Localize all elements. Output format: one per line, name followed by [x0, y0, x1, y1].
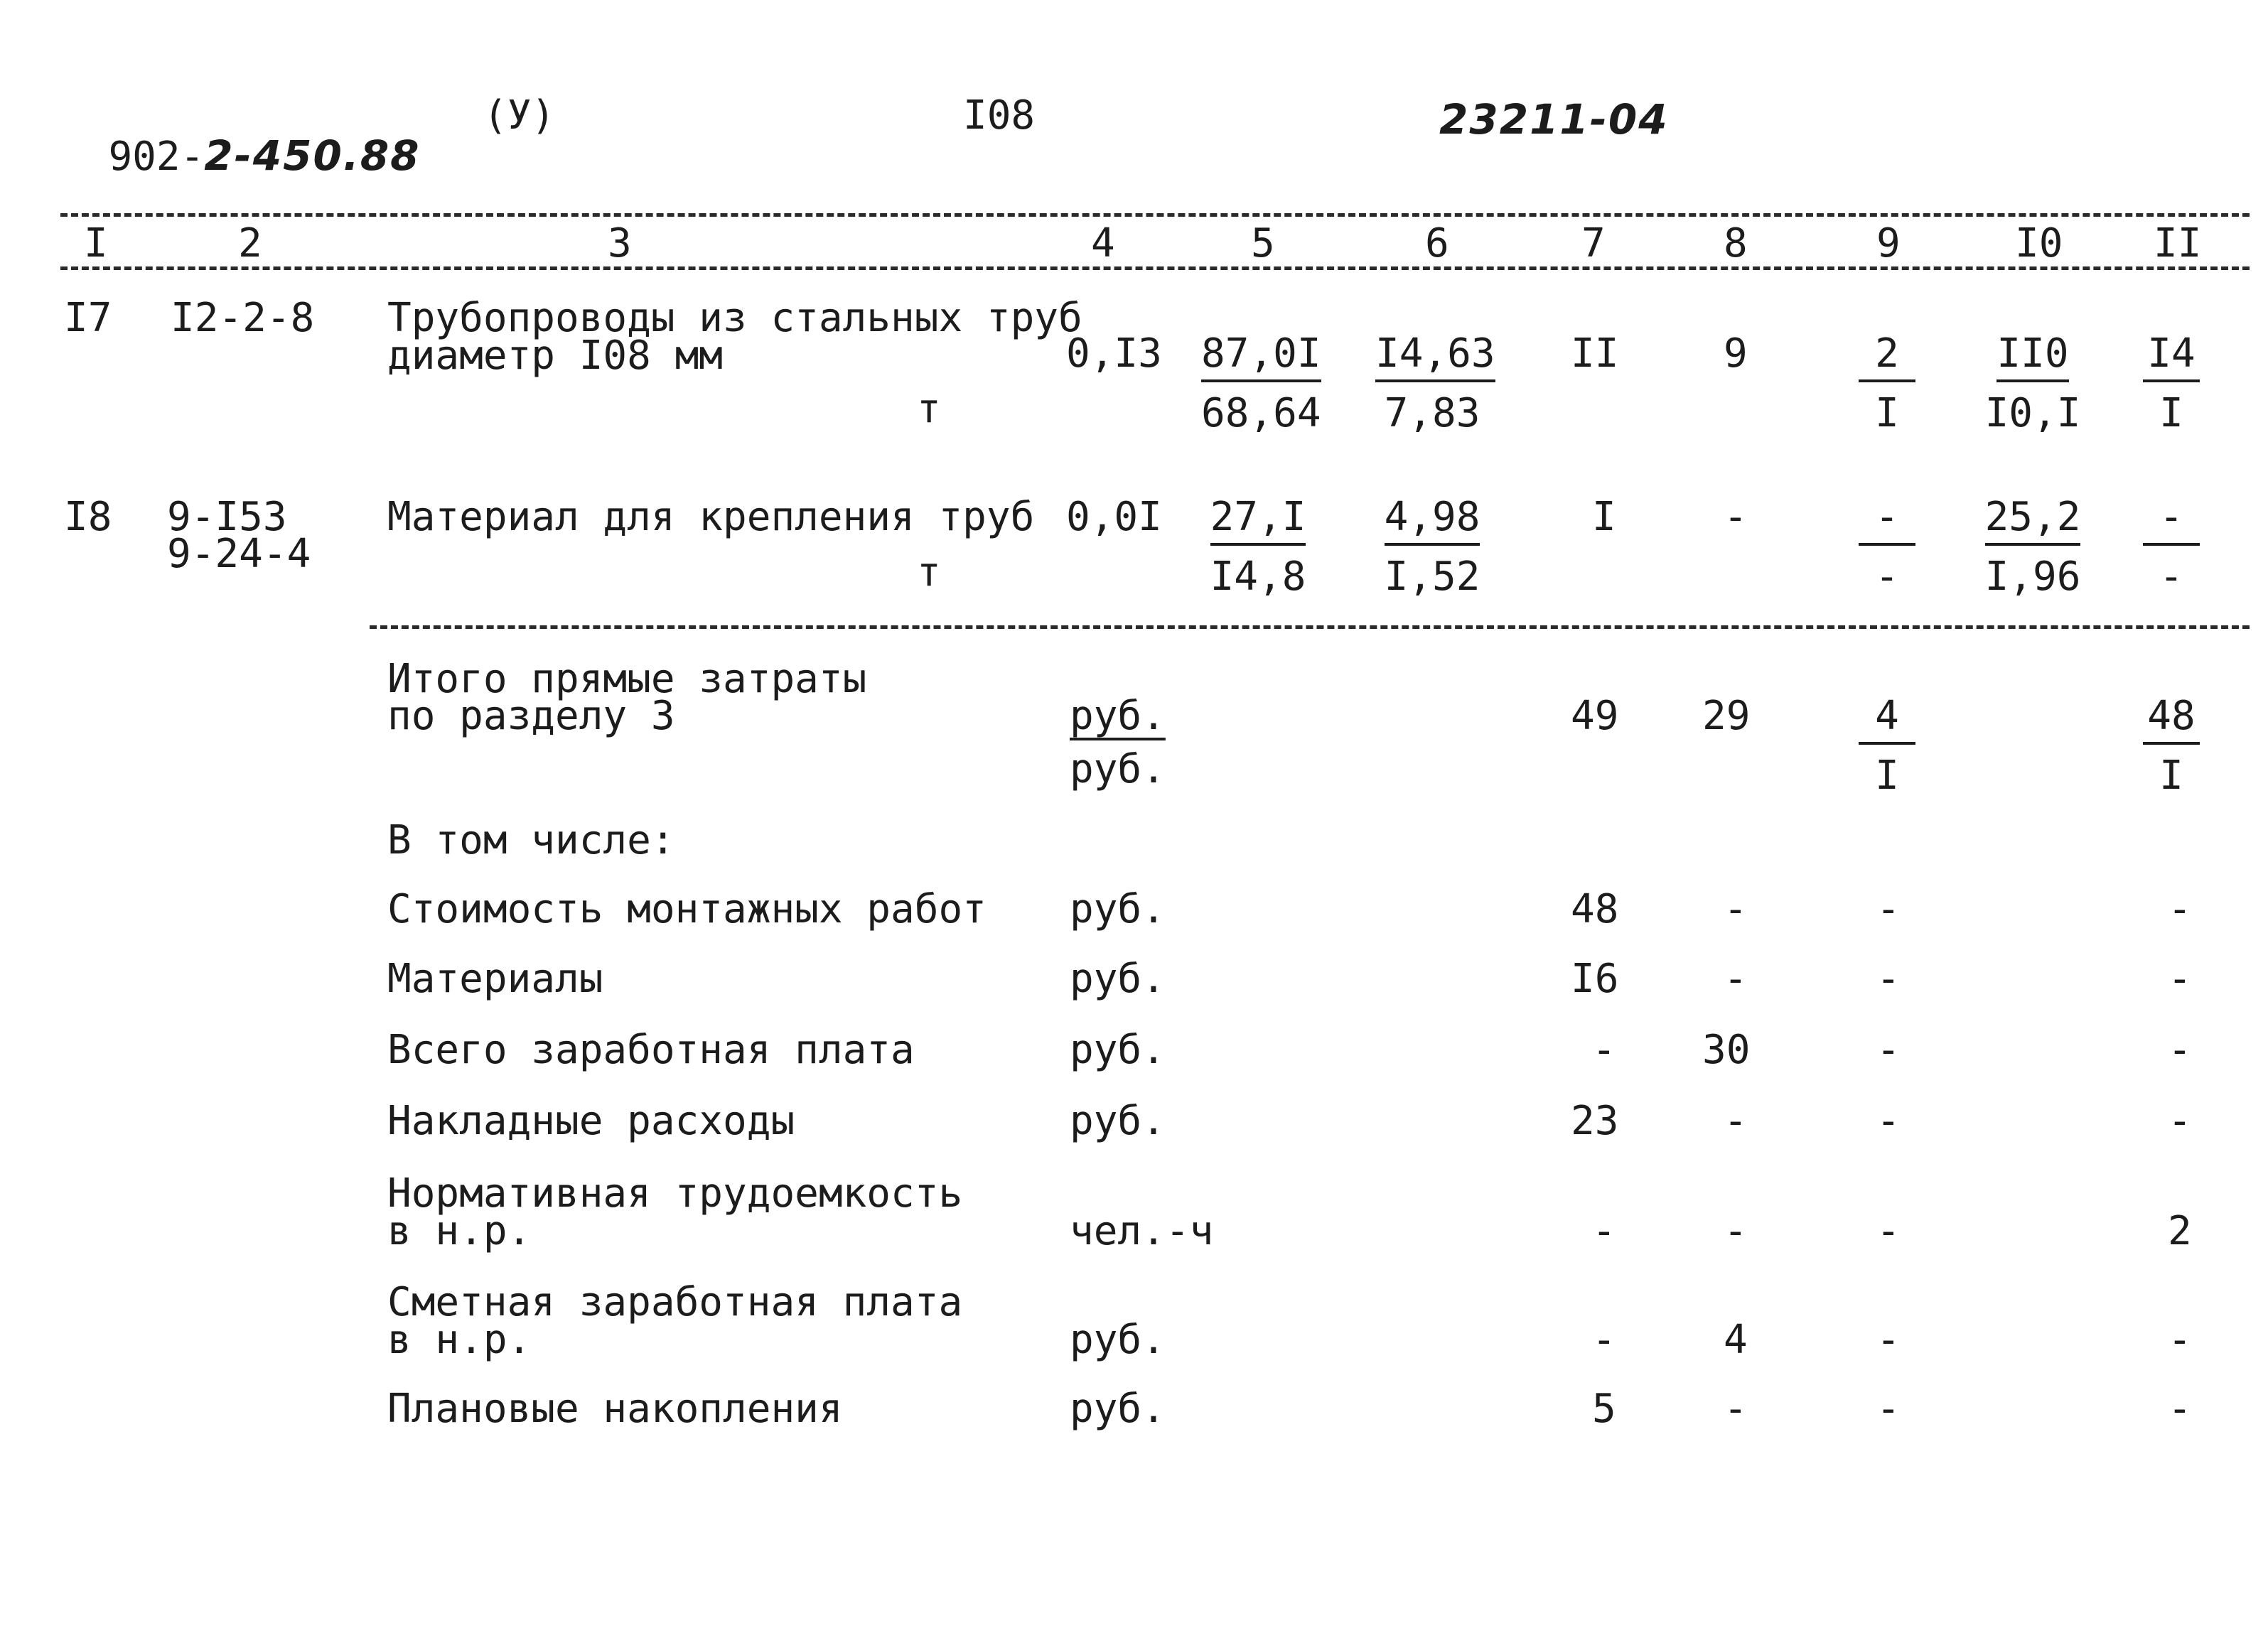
- summary-col7: 23: [1571, 1098, 1619, 1144]
- row-unit: т: [917, 549, 941, 596]
- row-name-line-1: Трубопроводы из стальных труб: [387, 295, 1082, 341]
- summary-col8: -: [1724, 1098, 1748, 1144]
- including-label: В том числе:: [387, 817, 675, 863]
- summary-unit: руб.: [1070, 1386, 1166, 1432]
- summary-col8: 4: [1724, 1317, 1748, 1363]
- row-col6: $\frac{4,98}{I,52}$: [1384, 494, 1480, 600]
- row-qty: 0,I3: [1066, 330, 1162, 377]
- summary-col7: -: [1592, 1208, 1616, 1254]
- summary-unit: руб.: [1070, 956, 1166, 1002]
- summary-label-line-2: в н.р.: [387, 1317, 532, 1363]
- col-header-5: 5: [1251, 220, 1275, 266]
- totals-col11: $\frac{48}{I}$: [2114, 696, 2228, 796]
- summary-col8: -: [1724, 886, 1748, 932]
- totals-col8: 29: [1702, 693, 1751, 739]
- summary-label: Стоимость монтажных работ: [387, 886, 987, 932]
- summary-col9: -: [1876, 1208, 1901, 1254]
- col-header-9: 9: [1876, 220, 1901, 266]
- row-name-line-1: Материал для крепления труб: [387, 494, 1035, 540]
- col-header-7: 7: [1581, 220, 1606, 266]
- summary-col9: -: [1876, 1098, 1901, 1144]
- row-col10: $\frac{25,2}{I,96}$: [1984, 494, 2081, 600]
- summary-unit: руб.: [1070, 886, 1166, 932]
- col-header-11: II: [2154, 220, 2202, 266]
- col-header-6: 6: [1425, 220, 1449, 266]
- row-qty: 0,0I: [1066, 494, 1162, 540]
- doc-code-handwritten: 2-450.88: [204, 131, 421, 180]
- col-header-10: I0: [2015, 220, 2063, 266]
- summary-col8: -: [1724, 1208, 1748, 1254]
- totals-label-line-2: по разделу 3: [387, 693, 675, 739]
- summary-col11: -: [2168, 1098, 2192, 1144]
- mark: (У): [483, 92, 556, 139]
- doc-number: 23211-04: [1439, 95, 1669, 144]
- row-code: 9-I53: [167, 494, 287, 540]
- summary-col11: -: [2168, 956, 2192, 1002]
- totals-unit-top: руб.: [1070, 693, 1166, 739]
- row-col8: -: [1724, 494, 1748, 540]
- summary-col11: -: [2168, 1027, 2192, 1073]
- row-col11: $\frac{I4}{I}$: [2114, 334, 2228, 433]
- summary-label: Нормативная трудоемкость: [387, 1170, 963, 1217]
- totals-col9: $\frac{4}{I}$: [1830, 696, 1944, 796]
- col-header-4: 4: [1091, 220, 1115, 266]
- summary-col7: -: [1592, 1027, 1616, 1073]
- totals-label-line-1: Итого прямые затраты: [387, 656, 867, 702]
- row-unit: т: [917, 386, 941, 432]
- summary-col8: 30: [1702, 1027, 1751, 1073]
- summary-col11: -: [2168, 1386, 2192, 1432]
- col-header-1: I: [84, 220, 108, 266]
- summary-label: Накладные расходы: [387, 1098, 795, 1144]
- doc-code-prefix: 902-: [108, 134, 205, 180]
- totals-col7: 49: [1571, 693, 1619, 739]
- summary-col7: 48: [1571, 886, 1619, 932]
- col-header-8: 8: [1724, 220, 1748, 266]
- col-header-3: 3: [608, 220, 632, 266]
- page-number: I08: [963, 92, 1036, 139]
- row-col7: II: [1571, 330, 1619, 377]
- row-col7: I: [1592, 494, 1616, 540]
- row-col10: $\frac{II0}{I0,I}$: [1984, 330, 2081, 436]
- doc-code: [60, 96, 421, 180]
- summary-col11: -: [2168, 886, 2192, 932]
- summary-col11: -: [2168, 1317, 2192, 1363]
- summary-label: Материалы: [387, 956, 603, 1002]
- row-number: I7: [64, 295, 112, 341]
- summary-col11: 2: [2168, 1208, 2192, 1254]
- row-col8: 9: [1724, 330, 1748, 377]
- summary-col8: -: [1724, 1386, 1748, 1432]
- header-rule-top: [60, 213, 2250, 217]
- summary-unit: руб.: [1070, 1317, 1166, 1363]
- row-name-line-2: диаметр I08 мм: [387, 333, 724, 379]
- summary-col9: -: [1876, 1317, 1901, 1363]
- col-header-2: 2: [238, 220, 262, 266]
- header-rule-bottom: [60, 266, 2250, 270]
- summary-col9: -: [1876, 956, 1901, 1002]
- row-col6: $\frac{I4,63}{7,83}$: [1375, 330, 1495, 436]
- summary-unit: руб.: [1070, 1098, 1166, 1144]
- summary-col9: -: [1876, 1386, 1901, 1432]
- summary-col7: -: [1592, 1317, 1616, 1363]
- summary-unit: чел.-ч: [1070, 1208, 1214, 1254]
- summary-label: Плановые накопления: [387, 1386, 843, 1432]
- row-col9: $\frac{2}{I}$: [1830, 334, 1944, 433]
- summary-col7: I6: [1571, 956, 1619, 1002]
- totals-separator: [370, 625, 2250, 629]
- row-col11: - -: [2114, 497, 2228, 597]
- summary-label: Сметная заработная плата: [387, 1279, 963, 1325]
- row-col5: $\frac{27,I}{I4,8}$: [1210, 494, 1306, 600]
- row-code-line-2: 9-24-4: [167, 531, 311, 577]
- row-col5: $\frac{87,0I}{68,64}$: [1201, 330, 1321, 436]
- summary-label-line-2: в н.р.: [387, 1208, 532, 1254]
- summary-col7: 5: [1592, 1386, 1616, 1432]
- summary-unit: руб.: [1070, 1027, 1166, 1073]
- row-code: I2-2-8: [171, 295, 315, 341]
- row-col9: - -: [1830, 497, 1944, 597]
- totals-unit-bottom: руб.: [1070, 746, 1166, 792]
- summary-col8: -: [1724, 956, 1748, 1002]
- summary-col9: -: [1876, 1027, 1901, 1073]
- row-number: I8: [64, 494, 112, 540]
- summary-label: Всего заработная плата: [387, 1027, 915, 1073]
- summary-col9: -: [1876, 886, 1901, 932]
